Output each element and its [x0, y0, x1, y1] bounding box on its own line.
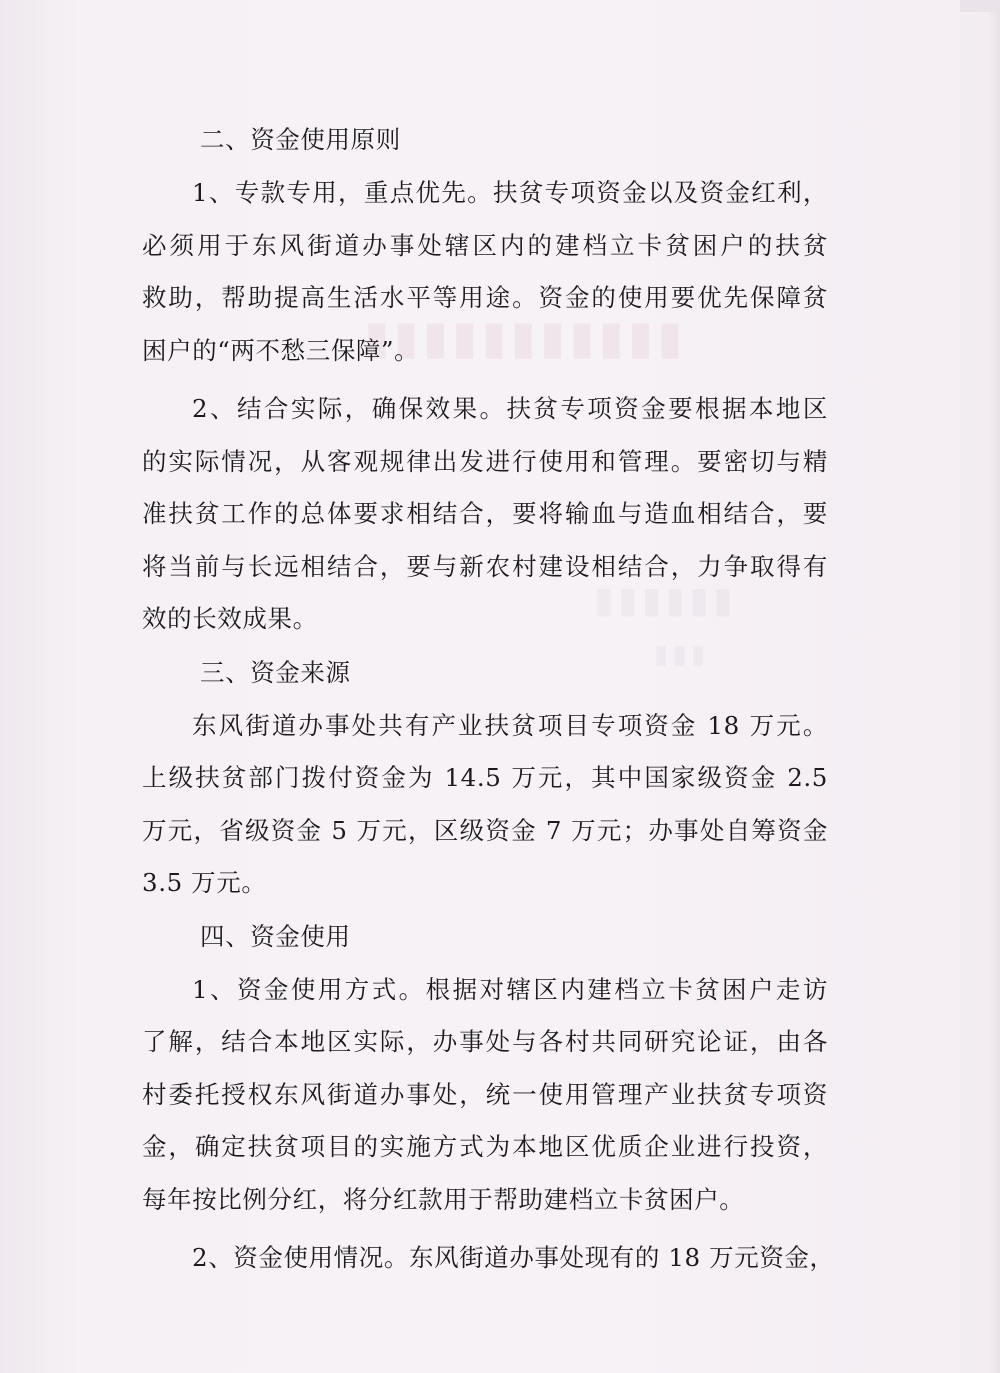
bleed-through-text: ▮▮▮▮▮▮▮▮▮▮▮ [360, 310, 683, 364]
paragraph-line: 1、资金使用方式。根据对辖区内建档立卡贫困户走访 [192, 974, 828, 1004]
paragraph-line: 万元，省级资金 5 万元，区级资金 7 万元；办事处自筹资金 [142, 815, 828, 845]
paragraph-line: 每年按比例分红，将分红款用于帮助建档立卡贫困户。 [142, 1184, 745, 1214]
paragraph-line: 准扶贫工作的总体要求相结合，要将输血与造血相结合，要 [142, 499, 828, 528]
page-edge-shadow [988, 0, 1000, 1373]
document-body [142, 113, 835, 1285]
section-heading-usage: 四、资金使用 [200, 921, 351, 951]
page-corner-shadow [960, 0, 1000, 12]
paragraph-line: 2、资金使用情况。东风街道办事处现有的 18 万元资金， [192, 1243, 835, 1272]
paragraph-line: 金，确定扶贫项目的实施方式为本地区优质企业进行投资， [142, 1132, 828, 1161]
paragraph-line: 了解，结合本地区实际，办事处与各村共同研究论证，由各 [142, 1027, 828, 1056]
paragraph-line: 效的长效成果。 [142, 604, 318, 633]
paragraph-line: 救助，帮助提高生活水平等用途。资金的使用要优先保障贫 [142, 283, 828, 312]
paragraph-line: 上级扶贫部门拨付资金为 14.5 万元，其中国家级资金 2.5 [142, 763, 828, 792]
paragraph-line: 困户的“两不愁三保障”。 [142, 335, 420, 365]
section-heading-sources: 三、资金来源 [200, 657, 351, 687]
paragraph-line: 的实际情况，从客观规律出发进行使用和管理。要密切与精 [142, 446, 828, 476]
paragraph-line: 东风街道办事处共有产业扶贫项目专项资金 18 万元。 [192, 710, 828, 740]
bleed-through-text: ▮▮▮ [650, 640, 705, 670]
paragraph-line: 1、专款专用，重点优先。扶贫专项资金以及资金红利， [192, 178, 828, 207]
paragraph-line: 3.5 万元。 [142, 868, 267, 897]
paragraph-line: 2、结合实际，确保效果。扶贫专项资金要根据本地区 [192, 394, 828, 423]
paragraph-line: 村委托授权东风街道办事处，统一使用管理产业扶贫专项资 [142, 1079, 828, 1109]
bleed-through-text: ▮▮▮▮▮▮ [590, 580, 733, 621]
paragraph-line: 将当前与长远相结合，要与新农村建设相结合，力争取得有 [142, 551, 828, 581]
section-heading-principles: 二、资金使用原则 [200, 125, 401, 154]
paragraph-line: 必须用于东风街道办事处辖区内的建档立卡贫困户的扶贫 [142, 230, 828, 260]
